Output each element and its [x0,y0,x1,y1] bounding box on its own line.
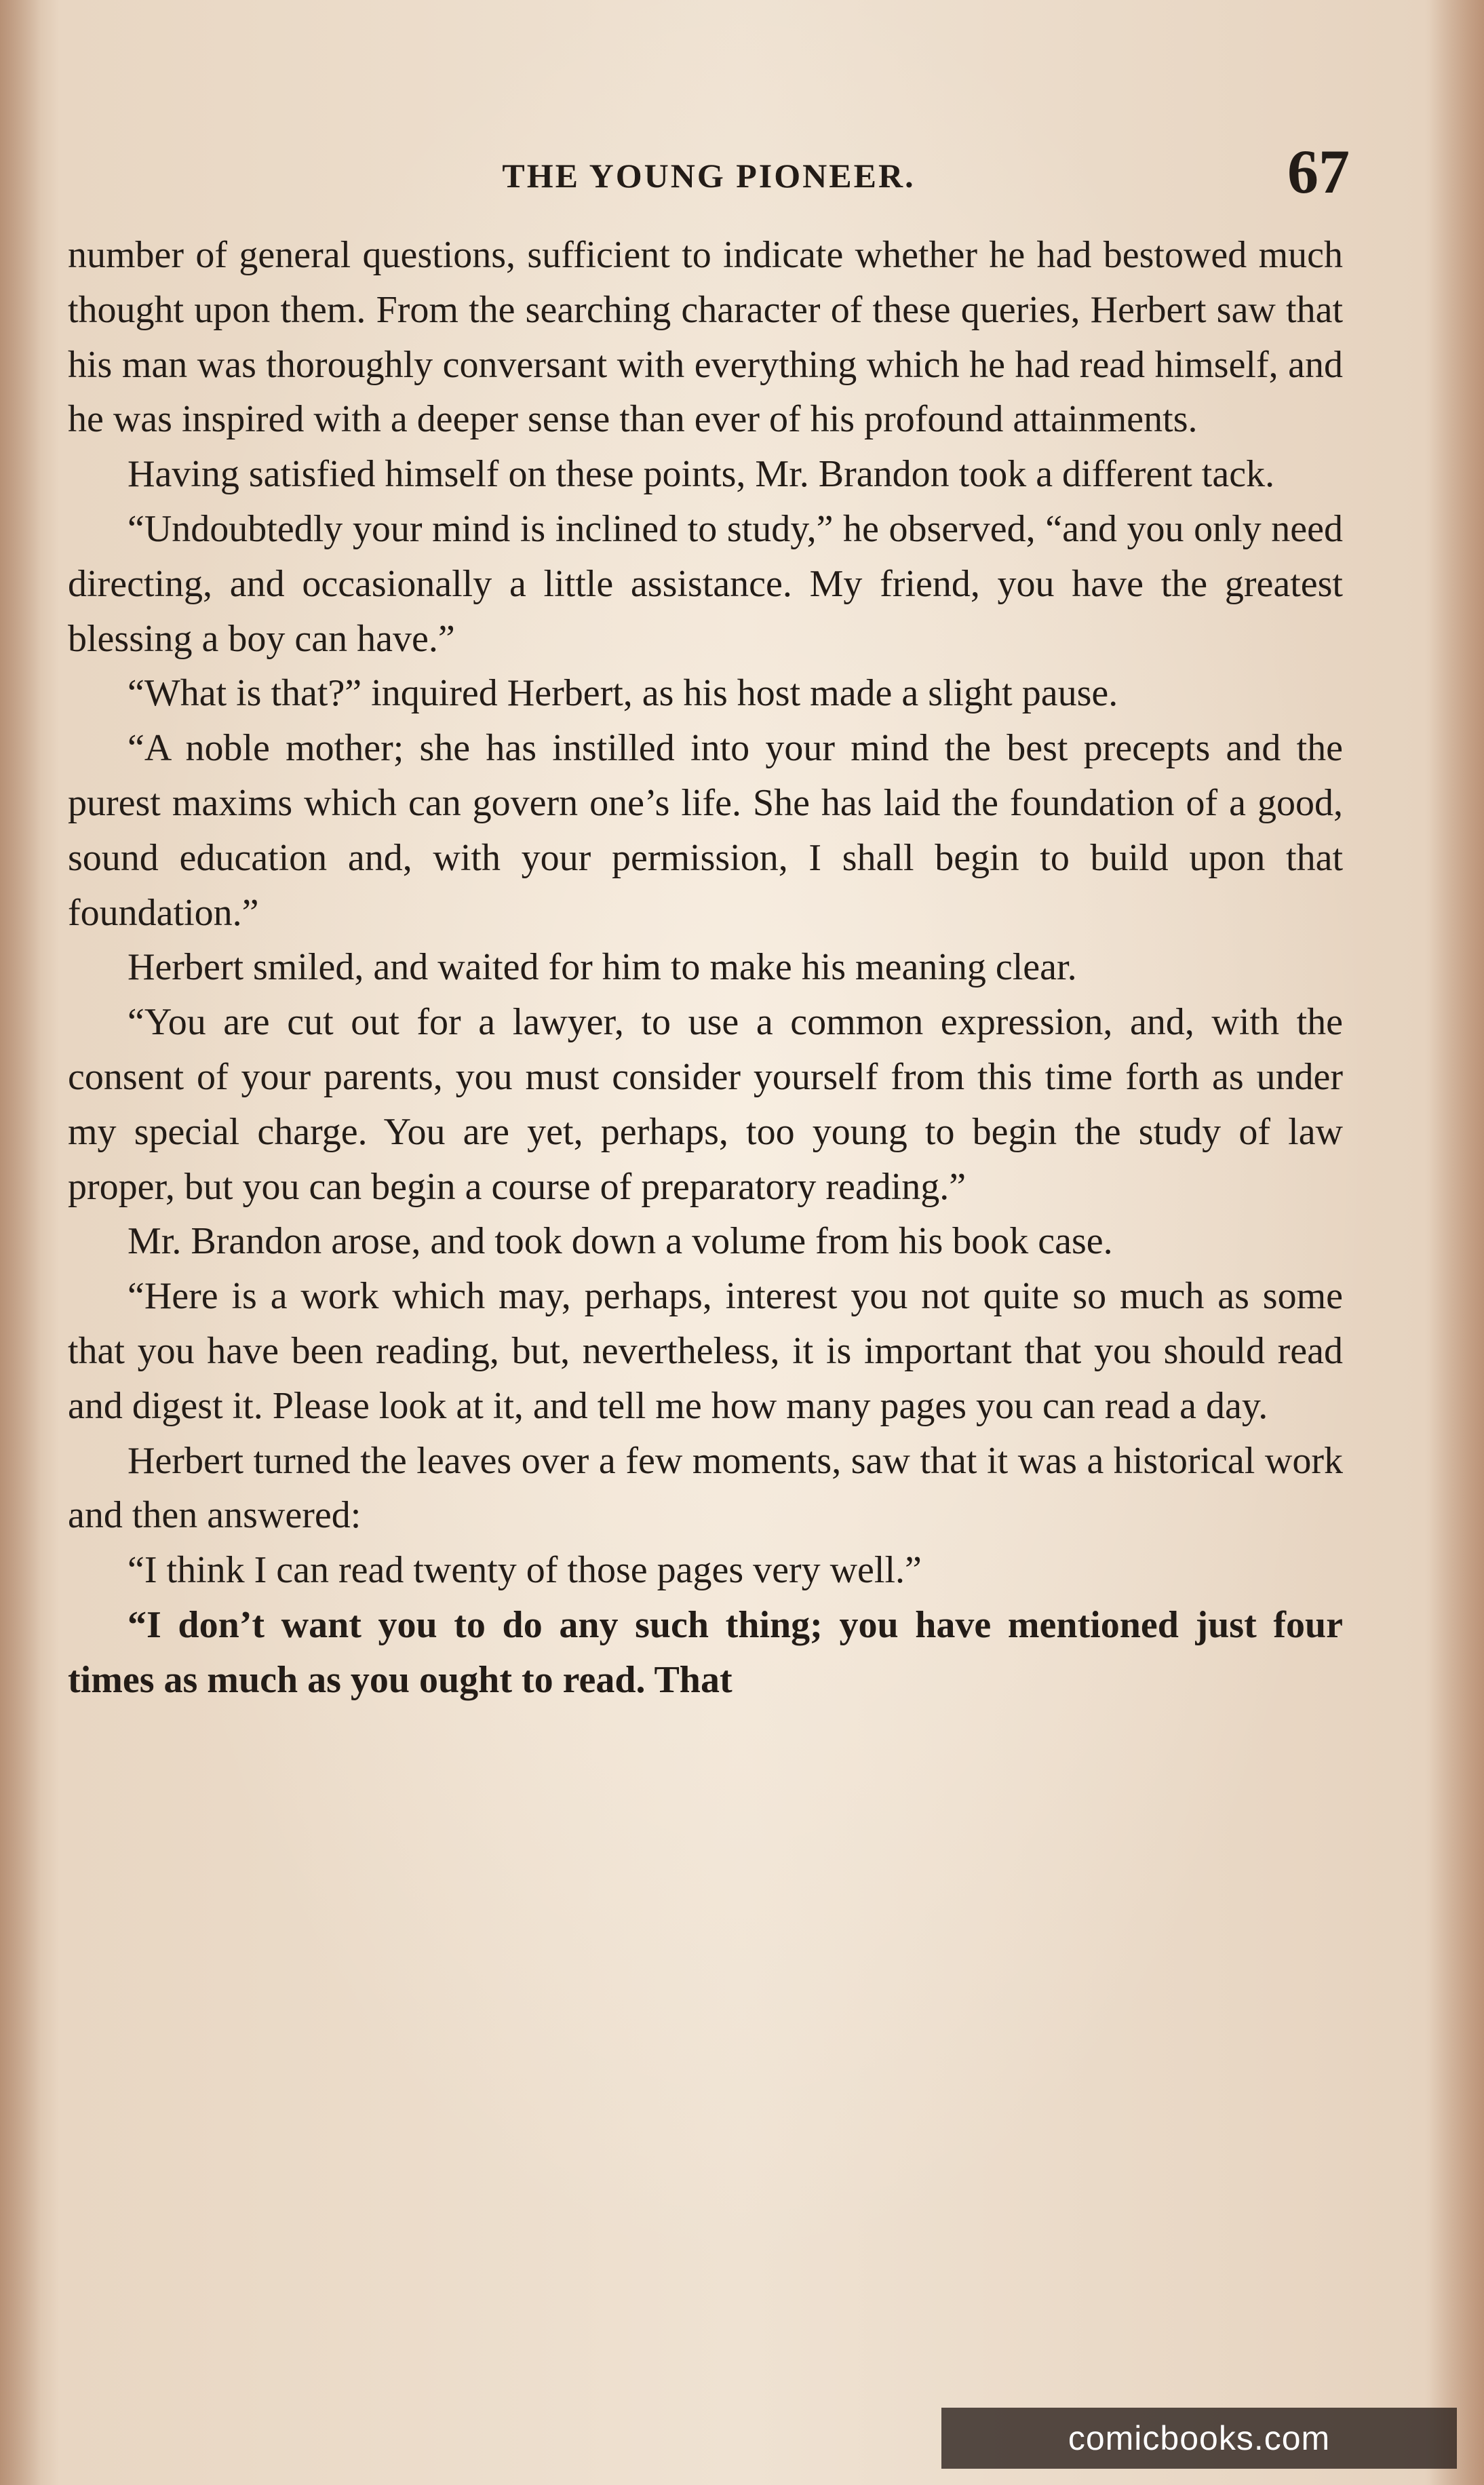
paragraph: “Here is a work which may, perhaps, interest you not quite so much as some that you have been reading, but, nevertheless, it is important that you should read and digest it. Please look at it, and tell me how many pages you can read a day. [68,1275,1343,1427]
paragraph: “I don’t want you to do any such thing; you have mentioned just four times as much as you ought to read. That [68,1603,1343,1701]
paragraph: Mr. Brandon arose, and took down a volume from his book case. [128,1220,1113,1263]
paragraph: number of general questions, sufficient to indicate whether he had bestowed much thought upon them. From the searching character of these queries, Herbert saw that his man was thoroughly conversant with everything which he had read himself, and he was inspired with a deeper sense than ever of his profound attainments. [68,234,1343,441]
watermark: comicbooks.com [941,2408,1457,2469]
page-header [68,136,1350,217]
paragraph: Having satisfied himself on these points, Mr. Brandon took a different tack. [128,453,1275,496]
page-edge-shadow-right [1430,0,1484,2485]
paragraph: “A noble mother; she has instilled into your mind the best precepts and the purest maxims which can govern one’s life. She has laid the foundation of a good, sound education and, with your permission, I shall begin to build upon that foundation.” [68,727,1343,934]
paragraph: “What is that?” inquired Herbert, as his host made a slight pause. [128,672,1118,715]
paragraph: Herbert smiled, and waited for him to make his meaning clear. [128,946,1077,989]
running-title: THE YOUNG PIONEER. [502,157,916,195]
page-number: 67 [1287,137,1350,206]
paragraph: Herbert turned the leaves over a few moments, saw that it was a historical work and then answered: [68,1439,1343,1537]
paragraph: “Undoubtedly your mind is inclined to study,” he observed, “and you only need directing, and occasionally a little assistance. My friend, you have the greatest blessing a boy can have.” [68,507,1343,660]
body-text [68,228,1343,1708]
paragraph: “You are cut out for a lawyer, to use a common expression, and, with the consent of your parents, you must consider yourself from this time forth as under my special charge. You are yet, perhaps, too young to begin the study of law proper, but you can begin a course of preparatory reading.” [68,1001,1343,1208]
paragraph: “I think I can read twenty of those pages very well.” [128,1549,922,1592]
page-edge-shadow-left [0,0,41,2485]
